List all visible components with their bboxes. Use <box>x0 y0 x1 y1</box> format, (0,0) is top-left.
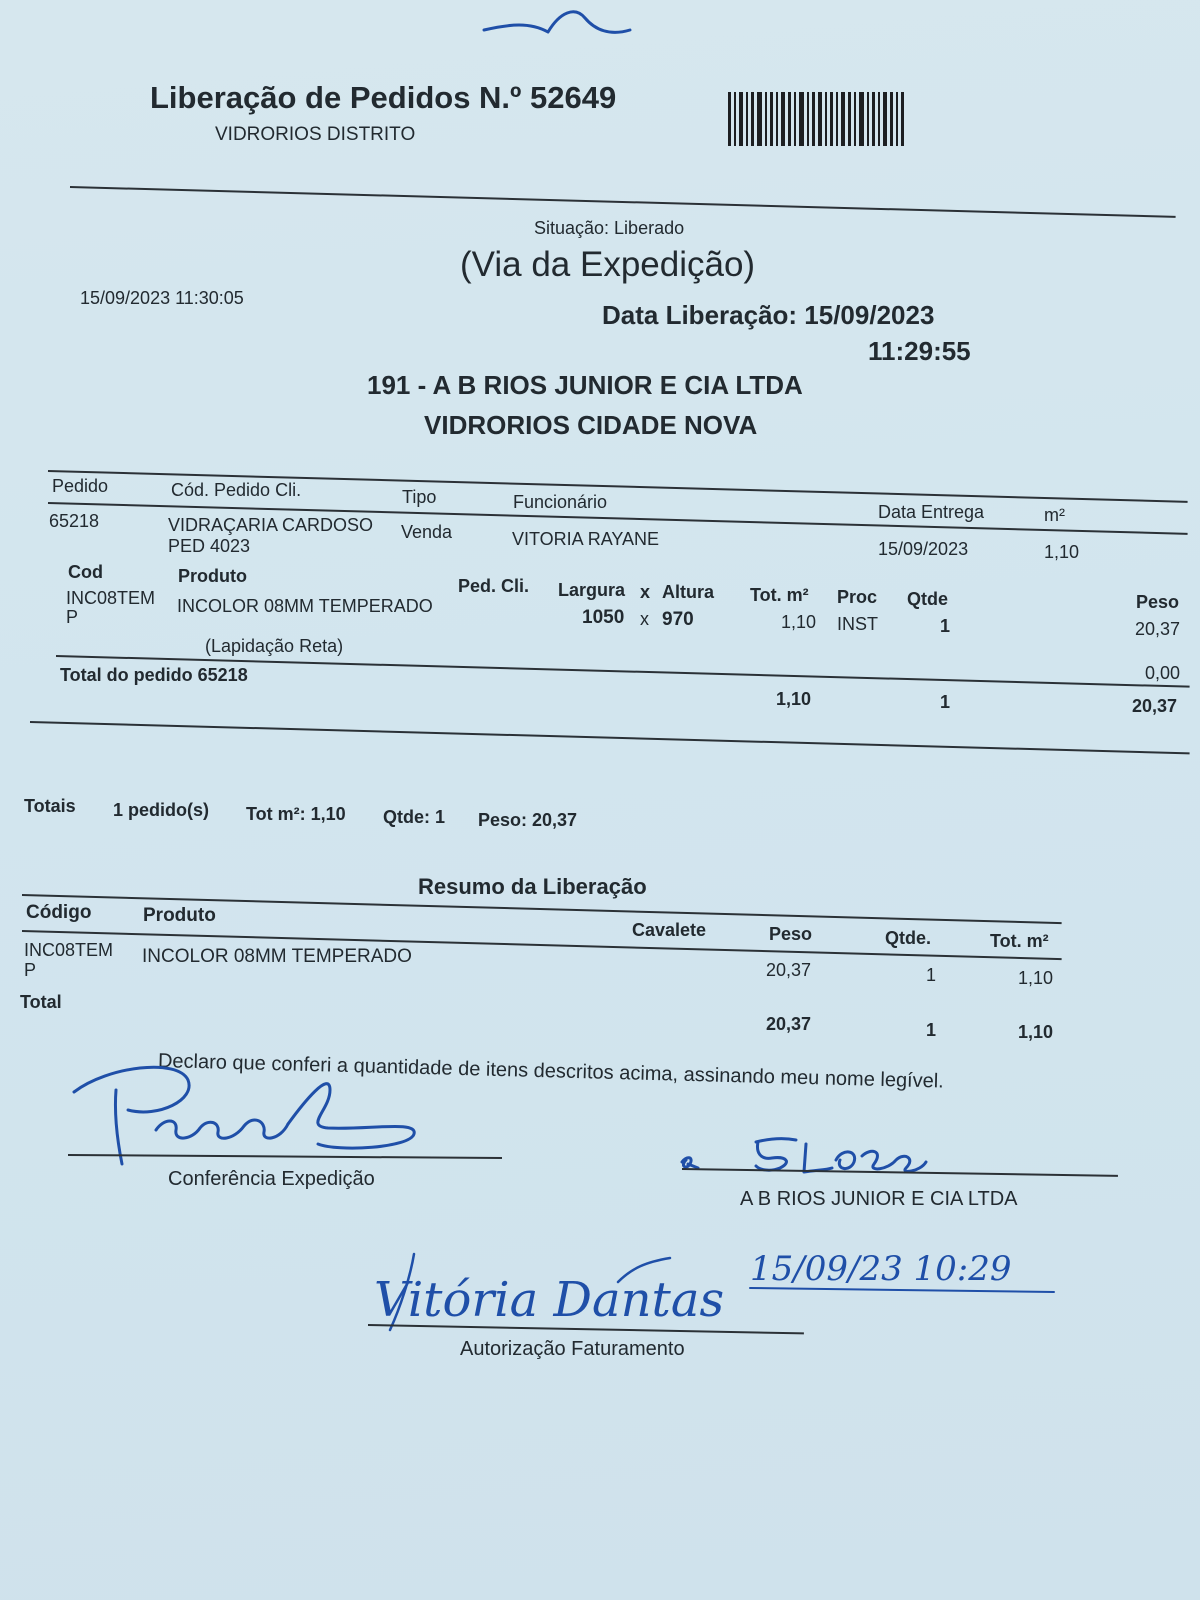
branch-name: VIDRORIOS DISTRITO <box>215 124 416 145</box>
summary-header-produto: Produto <box>143 905 216 926</box>
client-signature <box>676 1130 956 1190</box>
item-tot-m2: 1,10 <box>781 612 817 632</box>
col-header-funcionario: Funcionário <box>513 492 608 512</box>
item-header-qtde: Qtde <box>907 589 949 609</box>
copy-label: (Via da Expedição) <box>460 245 756 284</box>
summary-m2: 1,10 <box>1018 968 1054 988</box>
summary-header-cavalete: Cavalete <box>632 920 707 940</box>
order-number: 65218 <box>49 511 100 531</box>
item-header-altura: Altura <box>662 582 715 602</box>
summary-total-m2: 1,10 <box>1018 1022 1054 1042</box>
item-width: 1050 <box>582 607 625 628</box>
totals-weight: Peso: 20,37 <box>478 810 578 830</box>
release-date: Data Liberação: 15/09/2023 <box>602 300 935 330</box>
totals-label: Totais <box>24 796 76 816</box>
item-header-cod: Cod <box>68 562 103 582</box>
item-header-tot-m2: Tot. m² <box>750 585 809 605</box>
summary-weight: 20,37 <box>766 960 812 980</box>
item-header-proc: Proc <box>837 587 878 607</box>
order-type: Venda <box>401 522 453 542</box>
summary-total-weight: 20,37 <box>766 1014 812 1034</box>
printed-timestamp: 15/09/2023 11:30:05 <box>80 288 244 308</box>
item-weight: 20,37 <box>1135 619 1181 639</box>
summary-quantity: 1 <box>926 965 937 985</box>
order-m2: 1,10 <box>1044 542 1080 562</box>
item-code-line2: P <box>66 607 79 627</box>
order-total-label: Total do pedido 65218 <box>60 665 248 685</box>
order-total-peso: 20,37 <box>1132 696 1178 716</box>
col-header-tipo: Tipo <box>402 487 437 507</box>
order-total-extra: 0,00 <box>1145 663 1181 683</box>
order-total-qtde: 1 <box>940 692 951 712</box>
handwritten-date <box>744 1246 1074 1296</box>
order-table-bottom-rule <box>30 721 1190 754</box>
item-header-produto: Produto <box>178 566 247 586</box>
client-order-code-line2: PED 4023 <box>168 536 251 556</box>
col-header-data-entrega: Data Entrega <box>878 502 985 522</box>
client-name: 191 - A B RIOS JUNIOR E CIA LTDA <box>367 370 803 400</box>
summary-total-label: Total <box>20 992 62 1012</box>
client-order-code-line1: VIDRAÇARIA CARDOSO <box>168 515 374 535</box>
summary-code-line2: P <box>24 960 37 980</box>
summary-header-codigo: Código <box>26 902 92 923</box>
item-code-line1: INC08TEM <box>66 588 156 608</box>
release-time: 11:29:55 <box>868 336 971 366</box>
summary-title: Resumo da Liberação <box>418 874 647 899</box>
item-height: 970 <box>662 609 694 630</box>
delivery-date: 15/09/2023 <box>878 539 969 559</box>
totals-qtde: Qtde: 1 <box>383 807 446 827</box>
summary-total-quantity: 1 <box>926 1020 937 1040</box>
item-header-ped-cli: Ped. Cli. <box>458 576 530 596</box>
item-header-x: x <box>640 582 651 602</box>
ink-squiggle-mark <box>480 0 640 50</box>
col-header-cod-pedido-cli: Cód. Pedido Cli. <box>171 480 302 500</box>
declaration-text: Declaro que conferi a quantidade de itens descritos acima, assinando meu nome legível. <box>157 1050 945 1093</box>
barcode <box>728 92 924 148</box>
item-product: INCOLOR 08MM TEMPERADO <box>177 596 433 616</box>
item-process: INST <box>837 614 879 634</box>
summary-code-line1: INC08TEM <box>24 940 114 960</box>
situation-label: Situação: Liberado <box>534 218 685 238</box>
summary-header-peso: Peso <box>769 924 813 944</box>
employee-name: VITORIA RAYANE <box>512 529 660 549</box>
company-signature-label: A B RIOS JUNIOR E CIA LTDA <box>740 1188 1018 1210</box>
handwritten-name-text: Vitória Dantas <box>374 1272 725 1328</box>
item-quantity: 1 <box>940 616 951 636</box>
item-processing-note: (Lapidação Reta) <box>205 636 344 656</box>
col-header-pedido: Pedido <box>52 476 109 496</box>
item-header-largura: Largura <box>558 580 626 600</box>
totals-m2: Tot m²: 1,10 <box>246 804 346 824</box>
summary-product: INCOLOR 08MM TEMPERADO <box>142 946 412 967</box>
autorizacao-label: Autorização Faturamento <box>460 1338 685 1360</box>
order-total-m2: 1,10 <box>776 689 812 709</box>
item-header-peso: Peso <box>1136 592 1180 612</box>
header-divider <box>70 186 1176 218</box>
document-title: Liberação de Pedidos N.º 52649 <box>150 80 617 115</box>
col-header-m2: m² <box>1044 505 1065 525</box>
summary-header-tot-m2: Tot. m² <box>990 931 1049 951</box>
item-dimension-x: x <box>640 609 649 629</box>
summary-header-qtde: Qtde. <box>885 928 932 948</box>
client-store: VIDRORIOS CIDADE NOVA <box>424 410 758 440</box>
totals-order-count: 1 pedido(s) <box>113 800 210 820</box>
conferencia-label: Conferência Expedição <box>168 1168 375 1190</box>
handwritten-date-text: 15/09/23 10:29 <box>750 1249 1012 1289</box>
